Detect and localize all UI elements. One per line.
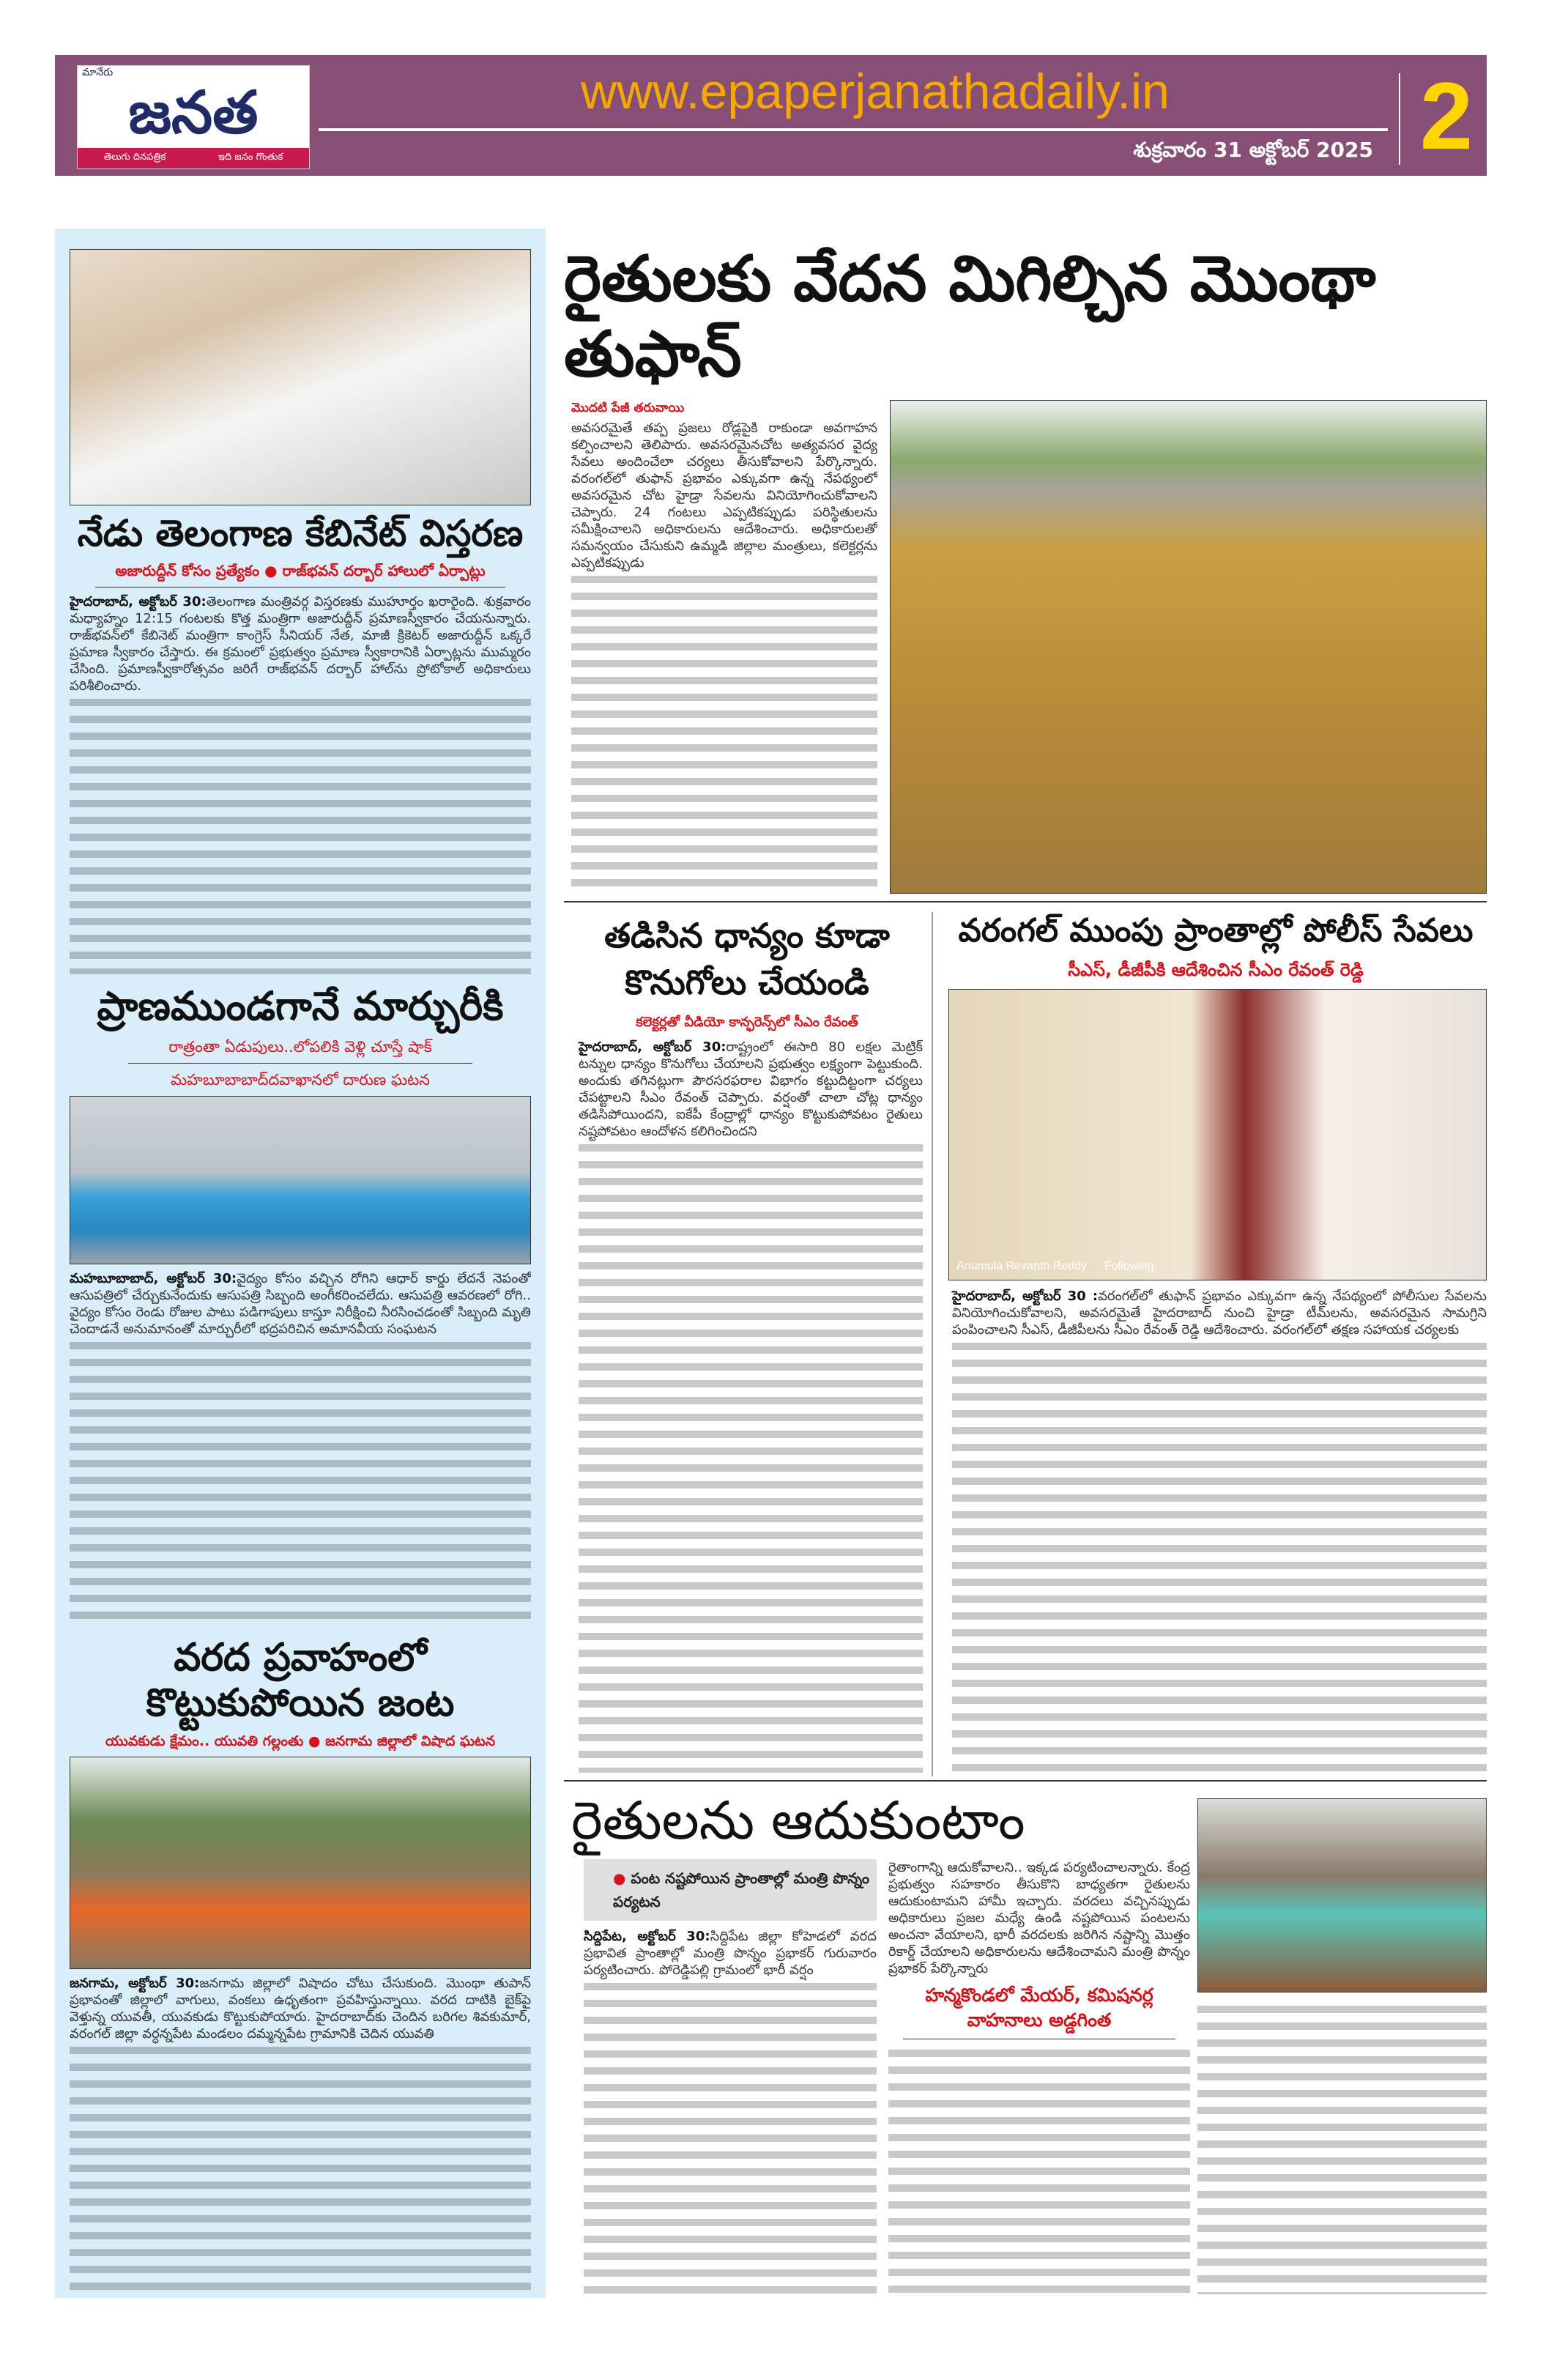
text-lines <box>952 1338 1487 1773</box>
flood-rescue-photo <box>70 1757 531 1969</box>
article-body: అవసరమైతే తప్ప ప్రజలు రోడ్లపైకి రాకుండా అవగాహన కల్పించాలని తెలిపారు. అవసరమైనచోట అత్యవసర వైద్య సేవలు అందించేలా చర్యలు తీసుకోవాలని పేర్కొన్నారు. వరంగల్‌లో తుఫాన్ ప్రభావం ఎక్కువగా ఉన్న నేపథ్యంలో అవసరమైన చోట హైడ్రా సేవలను వినియోగించుకోవాలని చెప్పారు. 24 గంటలు ఎప్పటికప్పుడు పరిస్థితులను సమీక్షించాలని అధికారులను ఆదేశించారు. అధికారులతో సమన్వయం చేసుకుని ఉమ్మడి జిల్లాల మంత్రులు, కలెక్టర్లను ఎప్పటికప్పుడు <box>571 420 877 571</box>
grain-subheadline: కలెక్టర్లతో వీడియో కాన్ఫరెన్స్‌లో సీఎం రేవంత్ <box>636 1014 858 1030</box>
morgue-headline: ప్రాణముండగానే మార్చురీకి <box>97 983 504 1029</box>
farmers-article <box>584 1928 877 2298</box>
photo-following-label: Following <box>1104 1260 1154 1273</box>
text-lines <box>571 571 877 894</box>
grain-article <box>571 1039 923 1773</box>
cm-meeting-photo <box>948 989 1487 1280</box>
hanmakonda-subheadline: హన్మకొండలో మేయర్, కమిషనర్ల వాహనాలు అడ్డగింత <box>925 1984 1153 2031</box>
article-body: రాష్ట్రంలో ఈసారి 80 లక్షల మెట్రిక్ టన్నుల ధాన్యం కొనుగోలు చేయాలని ప్రభుత్వం లక్ష్యంగా పెట్టుకుంది. అందుకు తగినట్లుగా పౌరసరఫరాల విభాగం కట్టుదిట్టంగా చర్యలు చేపట్టాలని సీఎం రేవంత్ చెప్పారు. వర్షంతో చాలా చోట్ల ధాన్యం తడిసిపోయిందని, ఐకేపీ కేంద్రాల్లో ధాన్యం కొట్టుకుపోవటం రైతులు నష్టపోవటం ఆందోళన కలిగించిందని <box>579 1039 923 1140</box>
text-lines <box>70 2042 531 2291</box>
cabinet-subheadline: అజారుద్దీన్ కోసం ప్రత్యేకం ● రాజ్‌భవన్ దర్బార్ హాలులో ఏర్పాట్లు <box>115 562 486 579</box>
divider <box>932 912 933 1776</box>
police-subheadline: సీఎస్, డీజీపీకి ఆదేశించిన సీఎం రేవంత్ రెడ్డి <box>1068 959 1364 980</box>
dateline: హైదరాబాద్, అక్టోబర్ 30: <box>579 1039 727 1056</box>
continued-label: మొదటి పేజీ తరువాయి <box>571 401 685 416</box>
police-story <box>941 912 1490 1773</box>
morgue-story <box>70 974 531 1626</box>
article-body: సిద్దిపేట జిల్లా కోహెడలో వరద ప్రభావిత ప్రాంతాల్లో మంత్రి పొన్నం ప్రభాకర్ గురువారం పర్యటించారు. పోరెడ్డిపల్లి గ్రామంలో భారీ వర్షం <box>584 1929 877 1979</box>
divider <box>1399 73 1400 165</box>
flood-subheadline: యువకుడు క్షేమం.. యువతి గల్లంతు ● జనగామ జిల్లాలో విషాద ఘటన <box>105 1732 496 1749</box>
divider <box>564 1780 1487 1782</box>
main-story-row <box>564 400 1487 894</box>
article-body: జనగామ జిల్లాలో విషాదం చోటు చేసుకుంది. మొంథా తుపాన్ ప్రభావంతో జిల్లాలో వాగులు, వంకలు ఉధృతంగా ప్రవహిస్తున్నాయి. వరద దాటికి బైక్‌పై వెళ్తున్న యువతీ, యువకుడు కొట్టుకుపోయారు. హైదరాబాద్‌కు చెందిన బరిగల శివకుమార్, వరంగల్ జిల్లా వర్ధన్నపేట మండలం దమ్మన్నపేట గ్రామానికి చెదిన యువతి <box>70 1976 531 2042</box>
main-story-text-column <box>564 400 877 894</box>
police-article <box>941 1288 1490 1773</box>
farmers-story <box>571 1789 1190 2298</box>
hospital-photo <box>70 1096 531 1264</box>
text-lines <box>584 1979 877 2298</box>
highlight-text: పంట నష్టపోయిన ప్రాంతాల్లో మంత్రి పొన్నం పర్యటన <box>613 1869 869 1911</box>
minister-visit-photo <box>1197 1798 1487 1992</box>
page-number: 2 <box>1419 62 1474 169</box>
farmers-columns <box>571 1859 1190 2298</box>
farmers-highlight-box <box>584 1859 877 1921</box>
morgue-article <box>70 1270 531 1626</box>
main-headline: రైతులకు వేదన మిగిల్చిన మొంథా తుఫాన్ <box>564 242 1376 392</box>
bullet-icon: ● <box>613 1869 631 1888</box>
flood-headline: వరద ప్రవాహంలో కొట్టుకుపోయిన జంట <box>146 1636 455 1726</box>
damaged-crop-photo <box>890 400 1487 894</box>
grain-headline: తడిసిన ధాన్యం కూడా కొనుగోలు చేయండి <box>604 916 890 1003</box>
flood-article <box>70 1975 531 2291</box>
flood-story <box>70 1626 531 2291</box>
divider <box>319 128 1388 131</box>
police-headline: వరంగల్ ముంపు ప్రాంతాల్లో పోలీస్ సేవలు <box>958 912 1474 949</box>
logo-text: జనత <box>128 79 259 147</box>
farmers-right-column <box>888 1859 1190 2298</box>
divider <box>128 1063 472 1064</box>
text-lines <box>70 694 531 974</box>
text-lines <box>70 1338 531 1626</box>
divider <box>564 901 1487 902</box>
issue-date: శుక్రవారం 31 అక్టోబర్ 2025 <box>1133 138 1373 162</box>
grain-story <box>571 912 923 1773</box>
dateline: మహబూబాబాద్, అక్టోబర్ 30: <box>70 1271 237 1287</box>
logo-tag-left: తెలుగు దినపత్రిక <box>103 152 166 163</box>
logo <box>77 65 310 169</box>
farmers-headline: రైతులను ఆదుకుంటాం <box>571 1790 1025 1851</box>
article-body: వరంగల్‌లో తుఫాన్ ప్రభావం ఎక్కువగా ఉన్న నేపథ్యంలో పోలీసుల సేవలను వినియోగించుకోవాలని, అవసరమైతే హైదరాబాద్ నుంచి హైడ్రా టీమ్‌లను, అవసరమైన సామగ్రిని పంపించాలని సీఎస్, డీజీపీలను సీఎం రేవంత్ రెడ్డి ఆదేశించారు. వరంగల్‌లో తక్షణ సహాయక చర్యలకు <box>952 1289 1487 1338</box>
farmers-article-continued: రైతాంగాన్ని ఆదుకోవాలని.. ఇక్కడ పర్యటించాలన్నారు. కేంద్ర ప్రభుత్వం సహకారం తీసుకొని బాధ్యతగా రైతులను ఆదుకుంటామని హామీ ఇచ్చారు. వరదలు వచ్చినప్పుడు అధికారులు ప్రజల మధ్యే ఉండి నష్టపోయిన పంటలను అంచనా వేయాలని, భారీ వరదలకు జరిగిన నష్టాన్ని మొత్తం రికార్డ్ చేయాలని అధికారులను ఆదేశించామని మంత్రి పొన్నం ప్రభాకర్ పేర్కొన్నారు <box>888 1860 1190 1977</box>
article-body: తెలంగాణ మంత్రివర్గ విస్తరణకు ముహూర్తం ఖరారైంది. శుక్రవారం మధ్యాహ్నం 12:15 గంటలకు కొత్త మంత్రిగా అజారుద్దీన్ ప్రమాణస్వీకారం చేయనున్నారు. రాజ్‌భవన్‌లో కేబినెట్ మంత్రిగా కాంగ్రెస్ సీనియర్ నేత, మాజీ క్రికెటర్ అజారుద్దీన్ ఒక్కరే ప్రమాణ స్వీకారం చేస్తారు. ఈ క్రమంలో ప్రభుత్వం ప్రమాణ స్వీకారానికి ఏర్పాట్లను ముమ్మరం చేసింది. ప్రమాణస్వీకారోత్సవం జరిగే రాజ్‌భవన్ దర్బార్ హాల్‌ను ప్రోటోకాల్ అధికారులు పరిశీలించారు. <box>70 594 531 694</box>
cabinet-story <box>70 249 531 974</box>
article-body: వైద్యం కోసం వచ్చిన రోగిని ఆధార్ కార్డు లేదనే నెపంతో ఆసుపత్రిలో చేర్చుకునేందుకు ఆసుపత్రి సిబ్బంది అంగీకరించలేదు. ఆసుపత్రి ఆవరణలో రోగి.. వైద్యం కోసం రెండు రోజుల పాటు పడిగాపులు కాస్తూ నిరీక్షించి నీరసించడంతో సిబ్బంది మృతి చెందాడనే అనుమానంతో మార్చురీలో భద్రపరిచిన అమానవీయ సంఘటన <box>70 1271 531 1338</box>
site-url[interactable]: www.epaperjanathadaily.in <box>581 64 1170 119</box>
morgue-subheadline-2: మహబూబాబాద్‌దవాఖానలో దారుణ ఘటన <box>170 1071 431 1089</box>
main-story <box>564 242 1487 894</box>
logo-tag-right: ఇది జనం గొంతుక <box>218 152 283 163</box>
photo-caption: Anumula Revanth Reddy <box>956 1260 1087 1273</box>
masthead <box>55 55 1487 176</box>
main-article <box>571 420 877 894</box>
dateline: జనగామ, అక్టోబర్ 30: <box>70 1976 200 1992</box>
cabinet-photo <box>70 249 531 505</box>
dateline: హైదరాబాద్, అక్టోబర్ 30 : <box>952 1289 1099 1305</box>
dateline: హైదరాబాద్, అక్టోబర్ 30: <box>70 594 207 609</box>
morgue-subheadline-1: రాత్రంతా ఏడుపులు..లోపలికి వెళ్లి చూస్తే షాక్ <box>168 1037 432 1056</box>
hanmakonda-article <box>888 2045 1190 2298</box>
cabinet-headline: నేడు తెలంగాణ కేబినేట్ విస్తరణ <box>77 512 524 555</box>
photo-caption-bar <box>956 1259 1153 1274</box>
minister-visit-article <box>1197 2001 1487 2294</box>
text-lines <box>579 1140 923 1773</box>
cabinet-article <box>70 593 531 974</box>
logo-small-text: మానేరు <box>82 67 114 78</box>
farmers-left-column <box>584 1859 877 2298</box>
left-column <box>55 229 546 2298</box>
dateline: సిద్దిపేట, అక్టోబర్ 30: <box>584 1929 710 1945</box>
